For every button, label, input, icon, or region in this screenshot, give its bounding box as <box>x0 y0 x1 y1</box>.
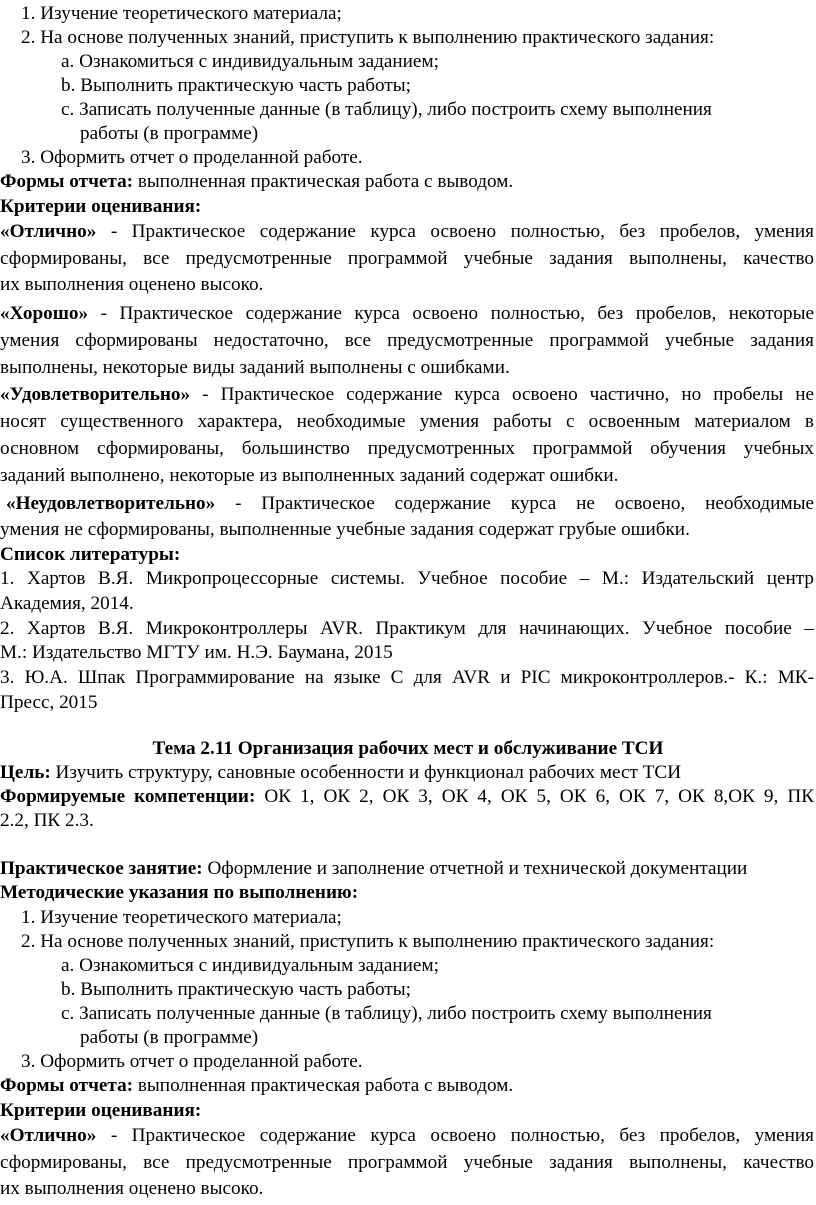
step2-1: 1. Изучение теоретического материала; <box>21 907 342 928</box>
criteria-satisfactory-line2: носят существенного характера, необходимые умения работы с освоенным материалом в <box>0 411 814 432</box>
literature-item-1: 1. Хартов В.Я. Микропроцессорные системы. Учебное пособие – М.: Издательский центр <box>0 568 814 589</box>
step-2b: b. Выполнить практическую часть работы; <box>61 75 412 96</box>
criteria-satisfactory <box>0 383 814 406</box>
topic-competencies-text: ОК 1, ОК 2, ОК 3, ОК 4, ОК 5, ОК 6, ОК 7, ОК 8,ОК 9, ПК <box>255 786 814 807</box>
step-2c: c. Записать полученные данные (в таблицу), либо построить схему выполнения <box>61 99 712 120</box>
topic-practice <box>0 857 747 880</box>
topic-method-heading: Методические указания по выполнению: <box>0 882 359 903</box>
step-2a: a. Ознакомиться с индивидуальным заданием; <box>61 51 439 72</box>
criteria-unsatisfactory-label: «Неудовлетворительно» <box>6 493 216 514</box>
topic-goal-label: Цель: <box>0 762 51 783</box>
topic-goal <box>0 761 681 784</box>
literature-item-3: 3. Ю.А. Шпак Программирование на языке С для AVR и PIC микроконтроллеров.- К.: МК- <box>0 667 814 688</box>
criteria-excellent-line2: сформированы, все предусмотренные программой учебные задания выполнены, качество <box>0 248 814 269</box>
criteria-heading: Критерии оценивания: <box>0 196 202 217</box>
report-form <box>0 170 513 193</box>
criteria-good-text: - Практическое содержание курса освоено полностью, без пробелов, некоторые <box>88 303 814 324</box>
criteria-heading-2: Критерии оценивания: <box>0 1100 202 1121</box>
step2-2a: a. Ознакомиться с индивидуальным заданием; <box>61 955 439 976</box>
criteria-excellent-label: «Отлично» <box>0 221 97 242</box>
literature-item-3-cont: Пресс, 2015 <box>0 692 98 713</box>
step2-2: 2. На основе полученных знаний, приступить к выполнению практического задания: <box>21 931 715 952</box>
criteria-excellent-text: - Практическое содержание курса освоено полностью, без пробелов, умения <box>96 221 814 242</box>
criteria-unsatisfactory-line2: умения не сформированы, выполненные учебные задания содержат грубые ошибки. <box>0 519 690 540</box>
step-2c-cont: работы (в программе) <box>80 123 259 144</box>
step-1: 1. Изучение теоретического материала; <box>21 3 342 24</box>
criteria-good-line3: выполнены, некоторые виды заданий выполнены с ошибками. <box>0 357 510 378</box>
report-form-text: выполненная практическая работа с выводом. <box>133 171 514 192</box>
criteria-unsatisfactory <box>6 492 814 515</box>
step2-2c-cont: работы (в программе) <box>80 1027 259 1048</box>
literature-item-1-cont: Академия, 2014. <box>0 593 134 614</box>
step2-2c: c. Записать полученные данные (в таблицу), либо построить схему выполнения <box>61 1003 712 1024</box>
literature-item-2: 2. Хартов В.Я. Микроконтроллеры AVR. Практикум для начинающих. Учебное пособие – <box>0 618 814 639</box>
step2-3: 3. Оформить отчет о проделанной работе. <box>21 1051 363 1072</box>
criteria-satisfactory-text: - Практическое содержание курса освоено частично, но пробелы не <box>190 384 814 405</box>
literature-heading: Список литературы: <box>0 544 181 565</box>
topic-practice-text: Оформление и заполнение отчетной и технической документации <box>202 858 748 879</box>
topic-competencies <box>0 785 814 808</box>
topic-goal-text: Изучить структуру, сановные особенности и функционал рабочих мест ТСИ <box>50 762 682 783</box>
criteria-satisfactory-line4: заданий выполнено, некоторые из выполненных заданий содержат ошибки. <box>0 465 619 486</box>
step-2: 2. На основе полученных знаний, приступить к выполнению практического задания: <box>21 27 715 48</box>
criteria-good <box>0 302 814 325</box>
report-form-2 <box>0 1074 513 1097</box>
topic-competencies-line2: 2.2, ПК 2.3. <box>0 810 94 831</box>
criteria-unsatisfactory-text: - Практическое содержание курса не освоено, необходимые <box>215 493 814 514</box>
step-3: 3. Оформить отчет о проделанной работе. <box>21 147 363 168</box>
topic-practice-label: Практическое занятие: <box>0 858 203 879</box>
criteria-excellent <box>0 220 814 243</box>
criteria-excellent-2-label: «Отлично» <box>0 1125 97 1146</box>
report-form-2-text: выполненная практическая работа с выводом. <box>133 1075 514 1096</box>
criteria-satisfactory-line3: основном сформированы, большинство предусмотренных программой обучения учебных <box>0 438 814 459</box>
criteria-good-line2: умения сформированы недостаточно, все предусмотренные программой учебные задания <box>0 330 814 351</box>
criteria-satisfactory-label: «Удовлетворительно» <box>0 384 191 405</box>
step2-2b: b. Выполнить практическую часть работы; <box>61 979 412 1000</box>
literature-item-2-cont: М.: Издательство МГТУ им. Н.Э. Баумана, 2015 <box>0 642 393 663</box>
report-form-label: Формы отчета: <box>0 171 134 192</box>
topic-competencies-label: Формируемые компетенции: <box>0 786 256 807</box>
criteria-excellent-line3: их выполнения оценено высоко. <box>0 274 264 295</box>
criteria-excellent-2-text: - Практическое содержание курса освоено полностью, без пробелов, умения <box>96 1125 814 1146</box>
topic-title: Тема 2.11 Организация рабочих мест и обслуживание ТСИ <box>152 738 664 759</box>
criteria-excellent-2 <box>0 1124 814 1147</box>
criteria-excellent-2-line3: их выполнения оценено высоко. <box>0 1178 264 1199</box>
report-form-2-label: Формы отчета: <box>0 1075 134 1096</box>
criteria-good-label: «Хорошо» <box>0 303 89 324</box>
criteria-excellent-2-line2: сформированы, все предусмотренные программой учебные задания выполнены, качество <box>0 1152 814 1173</box>
